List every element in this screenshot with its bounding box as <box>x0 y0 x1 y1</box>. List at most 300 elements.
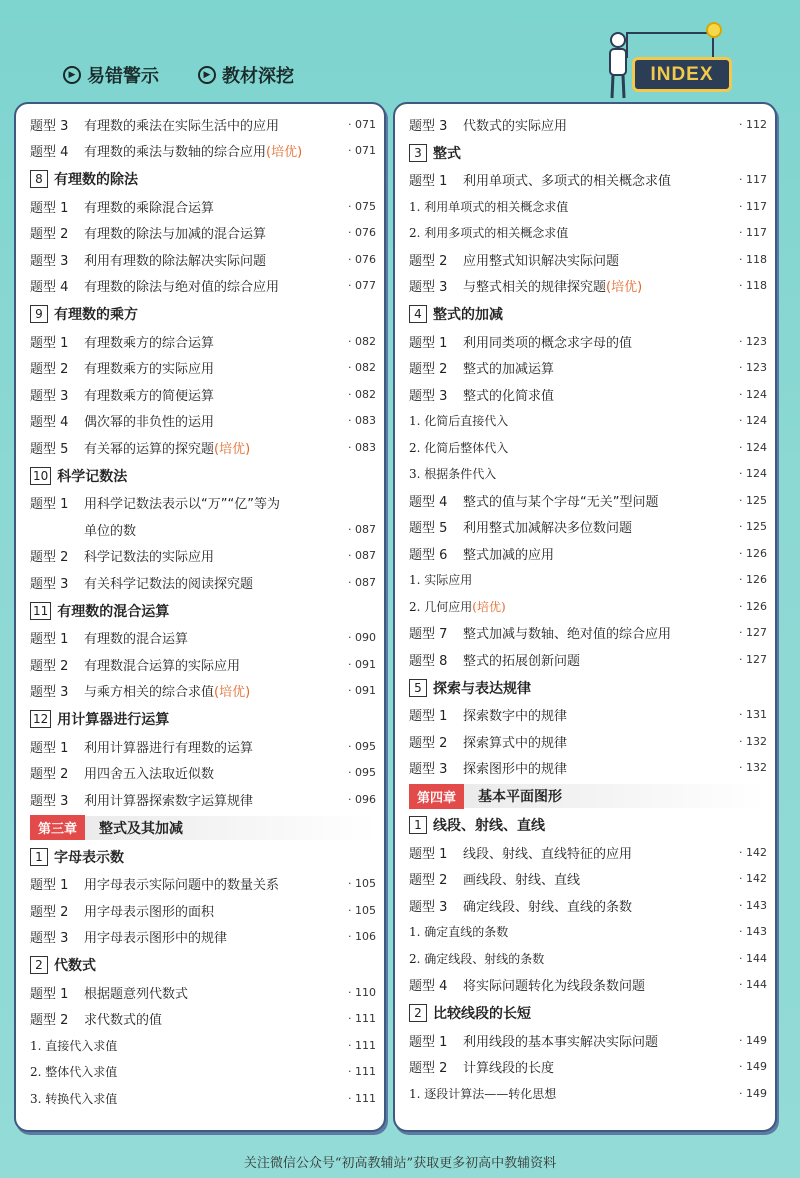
entry-title <box>463 705 723 724</box>
entry-text: 利用同类项的概念求字母的值 <box>463 335 633 351</box>
toc-entry[interactable] <box>30 980 376 1004</box>
toc-entry[interactable] <box>409 112 767 136</box>
page-number: · 083 <box>348 440 376 454</box>
toc-entry[interactable] <box>409 621 767 645</box>
toc-entry[interactable] <box>30 435 376 459</box>
advanced-tag: (培优) <box>266 145 303 160</box>
page-number: · 090 <box>348 631 376 644</box>
page-number: · 111 <box>348 1012 376 1025</box>
page-number: · 149 <box>739 1086 767 1100</box>
page-number: · 077 <box>348 279 376 292</box>
entry-title <box>84 901 332 920</box>
entry-title <box>84 1009 332 1028</box>
entry-title <box>84 628 332 647</box>
section-title: 整式的加减 <box>433 307 503 323</box>
page-number: · 091 <box>348 657 376 671</box>
section-number: 1 <box>409 816 427 834</box>
entry-title <box>463 1031 723 1050</box>
entry-type-label: 题型 2 <box>409 1061 448 1076</box>
entry-text: 1. 化简后直接代入 <box>409 414 509 428</box>
toc-entry[interactable] <box>30 925 376 949</box>
entry-text: 根据题意列代数式 <box>84 986 189 1002</box>
footer-note: 关注微信公众号“初高教辅站”获取更多初高中教辅资料 <box>243 1156 557 1171</box>
toc-entry[interactable] <box>409 729 767 753</box>
entry-title <box>84 250 332 269</box>
entry-title <box>84 546 332 565</box>
section-number: 11 <box>30 602 51 620</box>
entry-title <box>30 520 332 539</box>
advanced-tag: (培优) <box>214 441 251 457</box>
page-number: · 144 <box>739 978 767 991</box>
section-number: 9 <box>30 305 48 323</box>
toc-entry[interactable] <box>409 515 767 539</box>
page-number: · 149 <box>739 1060 767 1073</box>
toc-entry[interactable] <box>30 517 376 541</box>
page-number: · 149 <box>739 1033 767 1047</box>
toc-entry[interactable] <box>409 382 767 406</box>
toc-subentry[interactable] <box>409 946 767 970</box>
entry-title <box>463 170 723 189</box>
entry-title <box>463 544 723 563</box>
entry-title <box>463 896 723 915</box>
page-number: · 143 <box>739 925 767 938</box>
bulb-wire <box>626 32 714 58</box>
toc-entry[interactable] <box>409 247 767 271</box>
page-number: · 126 <box>739 599 767 613</box>
entry-type-label: 题型 2 <box>409 873 448 888</box>
section-title: 比较线段的长短 <box>433 1006 531 1022</box>
section-heading[interactable] <box>30 707 376 731</box>
entry-title <box>84 411 332 430</box>
entry-text: 用字母表示图形中的规律 <box>84 931 228 946</box>
entry-text: 整式加减的应用 <box>463 547 555 563</box>
section-number: 2 <box>409 1004 427 1022</box>
toc-subentry[interactable] <box>30 1060 376 1084</box>
toc-subentry[interactable] <box>409 920 767 944</box>
entry-text: 整式的加减运算 <box>463 362 555 377</box>
entry-type-label: 题型 3 <box>30 685 69 700</box>
section-number: 1 <box>30 848 48 866</box>
page-number: · 132 <box>739 734 767 748</box>
entry-text: 画线段、射线、直线 <box>463 873 581 888</box>
toc-entry[interactable] <box>30 409 376 433</box>
toc-entry[interactable] <box>30 1007 376 1031</box>
page-number: · 142 <box>739 872 767 885</box>
entry-text: 2. 几何应用 <box>409 599 473 614</box>
toc-entry[interactable] <box>30 679 376 703</box>
person-figure-icon <box>600 30 636 100</box>
entry-title <box>463 385 723 404</box>
entry-type-label: 题型 1 <box>30 986 69 1002</box>
section-heading[interactable] <box>30 845 376 869</box>
toc-entry[interactable] <box>409 867 767 891</box>
page-number: · 076 <box>348 252 376 266</box>
entry-title <box>84 115 332 134</box>
entry-text: 3. 根据条件代入 <box>409 467 497 481</box>
page-number: · 105 <box>348 877 376 890</box>
entry-text: 有理数的除法与加减的混合运算 <box>84 227 267 242</box>
toc-entry[interactable] <box>30 544 376 568</box>
entry-text: 利用计算器进行有理数的运算 <box>84 740 254 756</box>
entry-title <box>463 276 723 295</box>
entry-text: 整式的拓展创新问题 <box>463 653 581 669</box>
entry-title <box>463 332 723 351</box>
entry-text: 1. 实际应用 <box>409 573 473 587</box>
entry-text: 利用单项式、多项式的相关概念求值 <box>463 174 672 189</box>
entry-type-label: 题型 3 <box>409 388 448 404</box>
entry-type-label: 题型 2 <box>30 767 69 782</box>
section-title: 有理数的混合运算 <box>57 603 170 620</box>
entry-text: 利用计算器探索数字运算规律 <box>84 793 254 809</box>
entry-title <box>409 598 723 615</box>
section-heading[interactable] <box>409 141 767 165</box>
entry-text: 2. 利用多项式的相关概念求值 <box>409 226 569 240</box>
toc-subentry[interactable] <box>409 594 767 618</box>
entry-title <box>30 1063 332 1080</box>
toc-entry[interactable] <box>30 194 376 218</box>
toc-entry[interactable] <box>409 973 767 997</box>
entry-text: 利用有理数的除法解决实际问题 <box>84 253 267 269</box>
entry-type-label: 题型 2 <box>30 1013 69 1028</box>
header-bar <box>0 0 800 100</box>
toc-entry[interactable] <box>30 247 376 271</box>
entry-title <box>409 198 723 215</box>
toc-entry[interactable] <box>409 356 767 380</box>
section-heading[interactable] <box>409 676 767 700</box>
section-number: 2 <box>30 956 48 974</box>
page-number: · 118 <box>739 252 767 266</box>
chapter-heading[interactable] <box>30 816 376 840</box>
entry-title <box>463 758 723 777</box>
toc-entry[interactable] <box>409 168 767 192</box>
page-number: · 142 <box>739 845 767 859</box>
toc-right-panel <box>393 102 777 1132</box>
entry-title <box>463 517 723 536</box>
toc-entry[interactable] <box>30 382 376 406</box>
page-number: · 124 <box>739 387 767 401</box>
entry-title <box>463 650 723 669</box>
page-number: · 071 <box>348 144 376 157</box>
section-title: 有理数的乘方 <box>54 307 138 323</box>
entry-type-label: 题型 3 <box>409 118 448 134</box>
entry-text: 1. 利用单项式的相关概念求值 <box>409 199 569 214</box>
entry-type-label: 题型 1 <box>30 632 69 647</box>
page-number: · 095 <box>348 766 376 779</box>
toc-entry[interactable] <box>30 139 376 163</box>
entry-title <box>463 869 723 888</box>
section-number: 3 <box>409 144 427 162</box>
mistake-warning-tag <box>63 62 159 88</box>
entry-title <box>84 223 332 242</box>
entry-title <box>84 332 332 351</box>
entry-title <box>409 1085 723 1102</box>
entry-title <box>30 1037 332 1054</box>
section-title: 线段、射线、直线 <box>433 818 545 834</box>
section-heading[interactable] <box>409 1001 767 1025</box>
section-title: 有理数的除法 <box>54 172 138 188</box>
page-number: · 143 <box>739 898 767 912</box>
section-heading[interactable] <box>409 302 767 326</box>
entry-text: 探索算式中的规律 <box>463 735 568 751</box>
entry-title <box>84 874 332 893</box>
page-number: · 106 <box>348 930 376 943</box>
entry-type-label: 题型 2 <box>30 227 69 242</box>
entry-text: 有理数的乘法在实际生活中的应用 <box>84 118 280 134</box>
entry-type-label: 题型 2 <box>30 362 69 377</box>
page-number: · 082 <box>348 334 376 348</box>
toc-entry[interactable] <box>409 329 767 353</box>
entry-type-label: 题型 1 <box>30 740 69 756</box>
entry-title <box>84 385 332 404</box>
toc-entry[interactable] <box>409 541 767 565</box>
toc-entry[interactable] <box>409 756 767 780</box>
entry-type-label: 题型 3 <box>30 931 69 946</box>
page-number: · 075 <box>348 199 376 213</box>
toc-entry[interactable] <box>30 652 376 676</box>
entry-title <box>409 439 723 456</box>
entry-title <box>84 276 332 295</box>
entry-text: 有理数的乘法与数轴的综合应用 <box>84 145 267 160</box>
entry-type-label: 题型 8 <box>409 653 448 669</box>
entry-text: 有理数混合运算的实际应用 <box>84 658 241 674</box>
entry-title <box>84 197 332 216</box>
chapter-heading[interactable] <box>409 784 767 808</box>
entry-text: 整式加减与数轴、绝对值的综合应用 <box>463 627 672 642</box>
entry-text: 用科学记数法表示以“万”“亿”等为 <box>84 497 280 512</box>
section-heading[interactable] <box>30 464 376 488</box>
entry-type-label: 题型 2 <box>30 658 69 674</box>
entry-title <box>84 681 332 700</box>
entry-type-label: 题型 7 <box>409 627 448 642</box>
entry-title <box>409 923 723 940</box>
lightbulb-icon <box>706 22 722 38</box>
toc-subentry[interactable] <box>409 409 767 433</box>
entry-text: 有理数的混合运算 <box>84 632 189 647</box>
entry-title <box>84 141 332 160</box>
toc-subentry[interactable] <box>409 221 767 245</box>
page-number: · 131 <box>739 708 767 721</box>
section-heading[interactable] <box>30 167 376 191</box>
toc-subentry[interactable] <box>409 568 767 592</box>
entry-type-label: 题型 1 <box>409 174 448 189</box>
entry-title <box>409 571 723 588</box>
entry-text: 有理数乘方的简便运算 <box>84 388 215 404</box>
advanced-tag: (培优) <box>214 685 251 700</box>
tag-label: 教材深挖 <box>222 66 294 87</box>
entry-text: 利用整式加减解决多位数问题 <box>463 521 633 536</box>
toc-subentry[interactable] <box>409 435 767 459</box>
page-number: · 087 <box>348 575 376 589</box>
entry-text: 有理数乘方的实际应用 <box>84 362 215 377</box>
entry-text: 有理数的除法与绝对值的综合应用 <box>84 280 280 295</box>
toc-entry[interactable] <box>409 1028 767 1052</box>
section-title: 字母表示数 <box>54 849 124 866</box>
entry-title <box>409 950 723 967</box>
entry-title <box>463 115 723 134</box>
entry-type-label: 题型 4 <box>409 979 448 994</box>
entry-text: 1. 直接代入求值 <box>30 1038 118 1053</box>
entry-type-label: 题型 5 <box>409 521 448 536</box>
entry-text: 单位的数 <box>84 523 137 539</box>
entry-type-label: 题型 4 <box>30 415 69 430</box>
entry-type-label: 题型 5 <box>30 441 69 457</box>
entry-text: 有关科学记数法的阅读探究题 <box>84 576 254 592</box>
page-number: · 110 <box>348 985 376 999</box>
entry-text: 探索图形中的规律 <box>463 762 568 777</box>
page-number: · 127 <box>739 626 767 639</box>
advanced-tag: (培优) <box>472 599 506 614</box>
chapter-badge: 第三章 <box>30 815 85 840</box>
entry-type-label: 题型 1 <box>409 709 448 724</box>
page-number: · 126 <box>739 573 767 586</box>
entry-type-label: 题型 3 <box>409 762 448 777</box>
index-badge: INDEX <box>632 57 732 92</box>
toc-subentry[interactable] <box>409 462 767 486</box>
page-number: · 105 <box>348 903 376 917</box>
toc-entry[interactable] <box>30 570 376 594</box>
section-heading[interactable] <box>30 302 376 326</box>
entry-title <box>84 573 332 592</box>
toc-entry[interactable] <box>30 787 376 811</box>
toc-entry[interactable] <box>30 356 376 380</box>
page-number: · 087 <box>348 522 376 536</box>
entry-type-label: 题型 1 <box>409 1034 448 1050</box>
toc-entry[interactable] <box>30 734 376 758</box>
page-number: · 071 <box>348 117 376 131</box>
page-number: · 117 <box>739 173 767 186</box>
toc-entry[interactable] <box>30 329 376 353</box>
entry-text: 求代数式的值 <box>84 1013 163 1028</box>
entry-title <box>84 927 332 946</box>
section-title: 探索与表达规律 <box>433 680 531 697</box>
page-number: · 123 <box>739 334 767 348</box>
toc-subentry[interactable] <box>409 194 767 218</box>
entry-type-label: 题型 3 <box>30 118 69 134</box>
page-number: · 111 <box>348 1038 376 1052</box>
entry-text: 3. 转换代入求值 <box>30 1091 118 1106</box>
section-number: 10 <box>30 467 51 485</box>
page-number: · 124 <box>739 440 767 454</box>
entry-text: 有关幂的运算的探究题 <box>84 441 215 457</box>
toc-left-panel <box>14 102 386 1132</box>
section-number: 12 <box>30 710 51 728</box>
entry-type-label: 题型 3 <box>30 793 69 809</box>
chapter-title: 整式及其加减 <box>99 820 184 837</box>
toc-entry[interactable] <box>409 703 767 727</box>
entry-text: 代数式的实际应用 <box>463 118 568 134</box>
toc-entry[interactable] <box>409 893 767 917</box>
entry-text: 科学记数法的实际应用 <box>84 550 215 565</box>
section-heading[interactable] <box>409 813 767 837</box>
toc-entry[interactable] <box>30 626 376 650</box>
toc-entry[interactable] <box>30 221 376 245</box>
page-number: · 082 <box>348 387 376 401</box>
section-title: 代数式 <box>54 958 96 974</box>
entry-text: 线段、射线、直线特征的应用 <box>463 846 633 862</box>
section-number: 8 <box>30 170 48 188</box>
toc-entry[interactable] <box>30 491 376 515</box>
entry-type-label: 题型 1 <box>30 497 69 512</box>
section-heading[interactable] <box>30 599 376 623</box>
entry-text: 有理数的乘除混合运算 <box>84 200 215 216</box>
entry-title <box>84 983 332 1002</box>
entry-title <box>84 438 332 457</box>
toc-entry[interactable] <box>409 647 767 671</box>
page-number: · 125 <box>739 493 767 507</box>
entry-text: 有理数乘方的综合运算 <box>84 335 215 351</box>
toc-entry[interactable] <box>30 898 376 922</box>
toc-entry[interactable] <box>30 112 376 136</box>
toc-entry[interactable] <box>30 872 376 896</box>
page-number: · 082 <box>348 361 376 374</box>
toc-entry[interactable] <box>30 274 376 298</box>
toc-subentry[interactable] <box>30 1033 376 1057</box>
page-number: · 132 <box>739 761 767 774</box>
entry-type-label: 题型 1 <box>409 846 448 862</box>
page-number: · 076 <box>348 226 376 239</box>
section-title: 科学记数法 <box>57 468 128 485</box>
page-number: · 083 <box>348 414 376 427</box>
section-title: 用计算器进行运算 <box>57 712 170 728</box>
toc-subentry[interactable] <box>409 1081 767 1105</box>
toc-entry[interactable] <box>409 840 767 864</box>
section-number: 5 <box>409 679 427 697</box>
entry-title <box>463 250 723 269</box>
entry-text: 计算线段的长度 <box>463 1061 555 1076</box>
entry-text: 确定线段、射线、直线的条数 <box>463 899 633 915</box>
page-number: · 127 <box>739 652 767 666</box>
toc-entry[interactable] <box>409 488 767 512</box>
play-icon: ▶ <box>198 66 216 84</box>
entry-text: 利用线段的基本事实解决实际问题 <box>463 1034 659 1050</box>
entry-type-label: 题型 3 <box>30 253 69 269</box>
section-title: 整式 <box>433 145 461 162</box>
chapter-badge: 第四章 <box>409 784 464 809</box>
entry-title <box>409 465 723 482</box>
entry-title <box>463 843 723 862</box>
entry-text: 与乘方相关的综合求值 <box>84 685 215 700</box>
entry-text: 偶次幂的非负性的运用 <box>84 415 215 430</box>
entry-type-label: 题型 6 <box>409 547 448 563</box>
page-number: · 091 <box>348 684 376 697</box>
toc-entry[interactable] <box>409 1055 767 1079</box>
entry-text: 1. 逐段计算法——转化思想 <box>409 1086 557 1101</box>
section-heading[interactable] <box>30 953 376 977</box>
entry-text: 整式的化简求值 <box>463 388 555 404</box>
entry-text: 用字母表示实际问题中的数量关系 <box>84 878 280 893</box>
entry-title <box>463 623 723 642</box>
entry-title <box>409 412 723 429</box>
page-number: · 111 <box>348 1091 376 1105</box>
entry-title <box>84 655 332 674</box>
entry-type-label: 题型 3 <box>409 280 448 295</box>
page-number: · 124 <box>739 414 767 427</box>
entry-type-label: 题型 4 <box>409 494 448 510</box>
entry-title <box>463 1057 723 1076</box>
entry-text: 2. 化简后整体代入 <box>409 440 509 455</box>
textbook-dig-tag <box>198 62 294 88</box>
section-number: 4 <box>409 305 427 323</box>
page-number: · 096 <box>348 792 376 806</box>
page-number: · 118 <box>739 279 767 292</box>
toc-entry[interactable] <box>409 274 767 298</box>
toc-subentry[interactable] <box>30 1086 376 1110</box>
toc-entry[interactable] <box>30 761 376 785</box>
entry-title <box>463 732 723 751</box>
entry-text: 应用整式知识解决实际问题 <box>463 253 620 269</box>
page-number: · 111 <box>348 1065 376 1078</box>
entry-text: 用四舍五入法取近似数 <box>84 767 215 782</box>
